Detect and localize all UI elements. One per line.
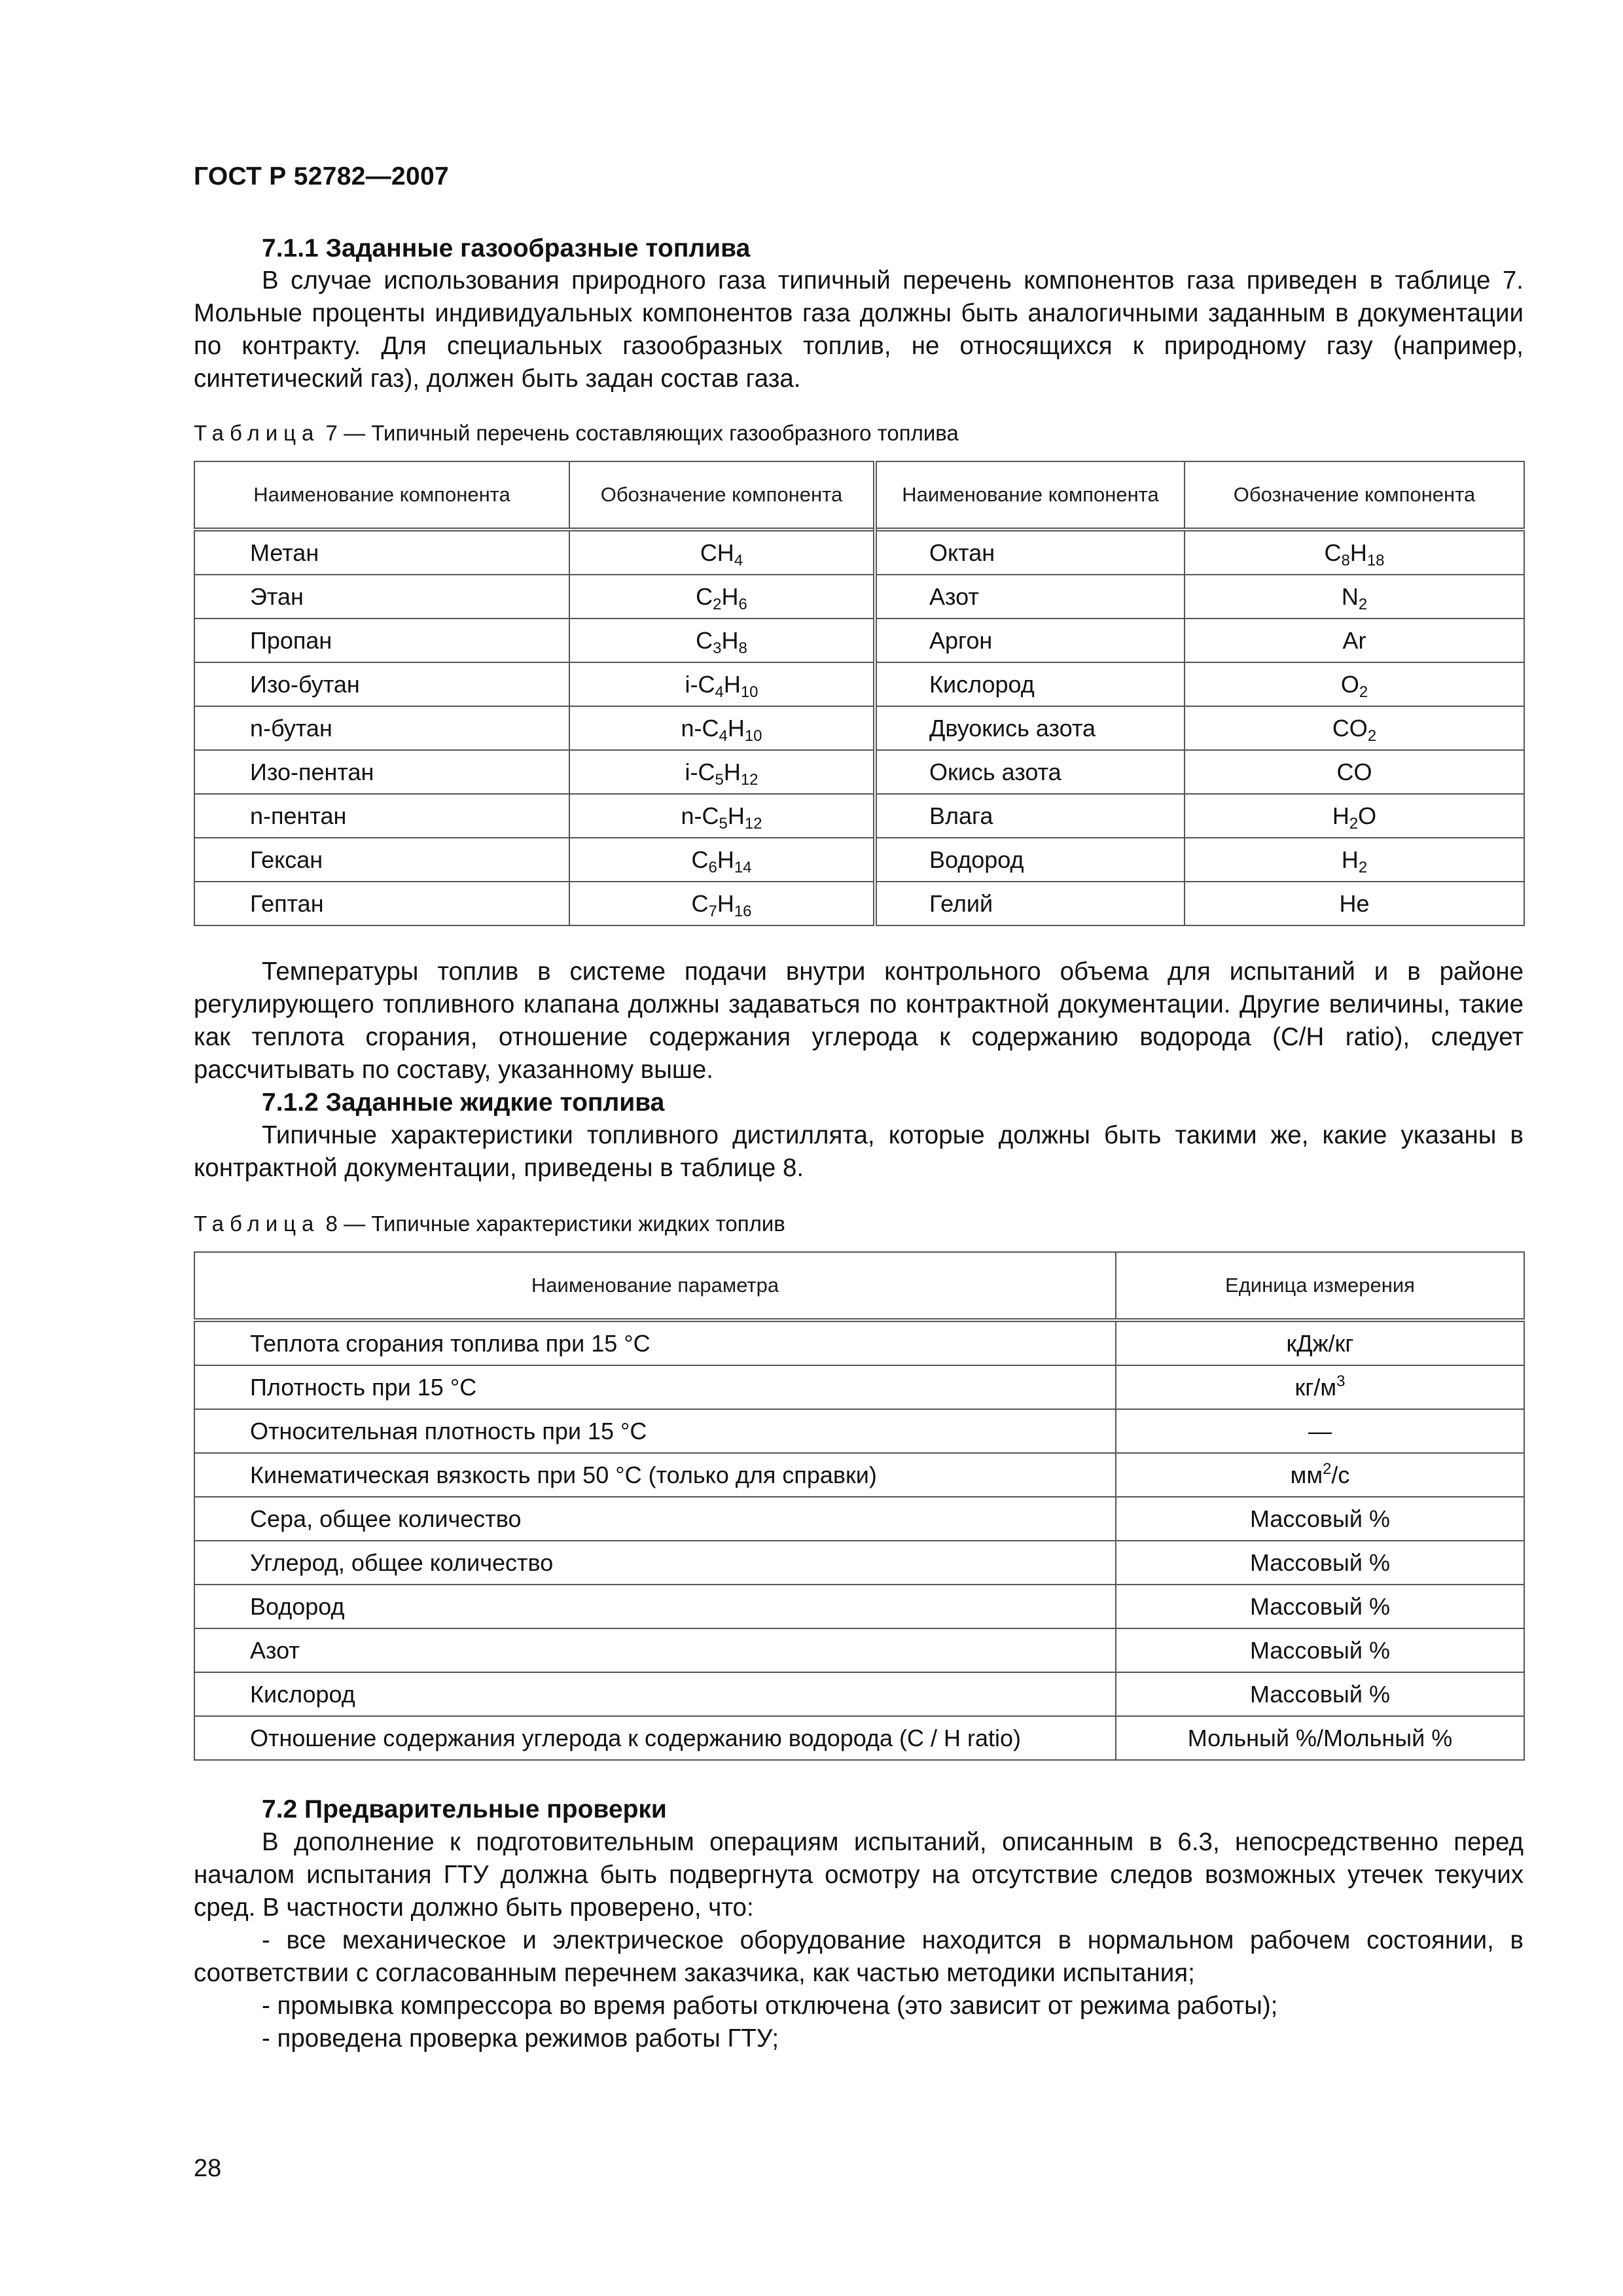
formula-text: He	[1339, 889, 1370, 917]
standard-code: ГОСТ Р 52782—2007	[194, 162, 449, 190]
formula-index: 2	[1367, 726, 1377, 745]
component-name: Гептан	[194, 882, 569, 925]
table-8	[194, 1251, 1525, 1761]
component-name: Водород	[875, 838, 1185, 882]
formula-index: 12	[740, 770, 758, 789]
formula-text: кг/м	[1294, 1373, 1337, 1401]
formula-text: CH	[700, 539, 734, 566]
formula-text: Массовый %	[1250, 1680, 1390, 1708]
component-name: Окись азота	[875, 750, 1185, 794]
formula-index: 18	[1366, 551, 1385, 569]
formula-text: H	[1332, 802, 1349, 829]
component-name: Пропан	[194, 619, 569, 662]
formula-text: H	[717, 889, 734, 917]
formula-index: 6	[738, 595, 747, 613]
component-formula	[1185, 838, 1524, 882]
parameter-name: Азот	[194, 1628, 1116, 1672]
formula-index: 8	[1341, 551, 1350, 569]
formula-text: n-C	[681, 714, 719, 742]
table-8-row	[194, 1672, 1524, 1716]
formula-index: 5	[719, 814, 728, 833]
parameter-unit	[1116, 1541, 1524, 1585]
section-7-1-1-paragraph: В случае использования природного газа типичный перечень компонентов газа приведен в таблице 7. Мольные проценты индивидуальных компонентов газа должны быть аналогичными заданным в документации по контракту. Для специальных газообразных топлив, не относящихся к природному газу (например, синтетический газ), должен быть задан состав газа.	[194, 266, 1524, 393]
formula-index: 7	[708, 902, 717, 920]
temperature-paragraph: Температуры топлив в системе подачи внутри контрольного объема для испытаний и в районе регулирующего топливного клапана должны задаваться по контрактной документации. Другие величины, такие как теплота сгорания, отношение содержания углерода к содержанию водорода (C/H ratio), следует рассчитывать по составу, указанному выше.	[194, 958, 1524, 1084]
formula-text: H	[1341, 846, 1359, 873]
check-bullet-1: - все механическое и электрическое оборудование находится в нормальном рабочем состоянии, в соответствии с согласованным перечнем заказчика, как частью методики испытания;	[194, 1926, 1524, 1987]
component-name: Метан	[194, 529, 569, 575]
parameter-unit	[1116, 1365, 1524, 1409]
table-8-row	[194, 1320, 1524, 1365]
table-7-row	[194, 575, 1524, 619]
parameter-name: Плотность при 15 °C	[194, 1365, 1116, 1409]
table-8-row	[194, 1541, 1524, 1585]
parameter-unit	[1116, 1453, 1524, 1497]
table-7-row	[194, 529, 1524, 575]
component-name: Гелий	[875, 882, 1185, 925]
table-7-caption-text: 7 — Типичный перечень составляющих газообразного топлива	[319, 421, 959, 445]
formula-index: 2	[1323, 1460, 1332, 1478]
component-name: Аргон	[875, 619, 1185, 662]
section-7-2-heading: 7.2 Предварительные проверки	[262, 1795, 667, 1823]
section-7-1-1-heading: 7.1.1 Заданные газообразные топлива	[262, 234, 751, 262]
formula-text: H	[717, 846, 734, 873]
formula-text: H	[723, 758, 741, 785]
formula-index: 2	[1358, 858, 1368, 876]
table-7-row	[194, 838, 1524, 882]
component-formula	[569, 750, 875, 794]
section-7-1-2-paragraph: Типичные характеристики топливного дистиллята, которые должны быть такими же, какие указаны в контрактной документации, приведены в таблице 8.	[194, 1121, 1524, 1182]
parameter-name: Теплота сгорания топлива при 15 °C	[194, 1320, 1116, 1365]
table-7-header-name-2: Наименование компонента	[875, 461, 1185, 529]
check-bullet-2: - промывка компрессора во время работы отключена (это зависит от режима работы);	[262, 1992, 1278, 2020]
parameter-name: Водород	[194, 1585, 1116, 1628]
table-7-header-row	[194, 461, 1524, 529]
component-formula	[569, 662, 875, 706]
page-number: 28	[194, 2155, 222, 2182]
component-name: n-бутан	[194, 706, 569, 750]
formula-text: Массовый %	[1250, 1636, 1390, 1664]
formula-index: 14	[734, 858, 752, 876]
component-formula	[1185, 575, 1524, 619]
component-name: n-пентан	[194, 794, 569, 838]
formula-text: Мольный %/Мольный %	[1187, 1724, 1453, 1751]
section-7-2-paragraph: В дополнение к подготовительным операциям испытаний, описанным в 6.3, непосредственно перед началом испытания ГТУ должна быть подвергнута осмотру на отсутствие следов возможных утечек текучих сред. В частности должно быть проверено, что:	[194, 1828, 1524, 1922]
formula-text: Массовый %	[1250, 1592, 1390, 1620]
table-8-header-parameter: Наименование параметра	[194, 1252, 1116, 1320]
formula-text: C	[691, 889, 709, 917]
formula-text: Ar	[1342, 626, 1366, 654]
parameter-unit	[1116, 1672, 1524, 1716]
formula-index: 4	[719, 726, 728, 745]
formula-text: H	[721, 626, 739, 654]
formula-text: N	[1341, 583, 1359, 610]
table-8-caption-text: 8 — Типичные характеристики жидких топлив	[319, 1211, 785, 1236]
component-formula	[1185, 750, 1524, 794]
formula-index: 10	[744, 726, 762, 745]
table-8-header-row	[194, 1252, 1524, 1320]
formula-index: 4	[715, 683, 724, 701]
table-8-row	[194, 1716, 1524, 1760]
component-name: Этан	[194, 575, 569, 619]
section-7-1-2-heading: 7.1.2 Заданные жидкие топлива	[262, 1088, 665, 1117]
component-formula	[1185, 529, 1524, 575]
table-7-row	[194, 619, 1524, 662]
formula-text: CO	[1332, 714, 1368, 742]
parameter-unit	[1116, 1716, 1524, 1760]
component-name: Гексан	[194, 838, 569, 882]
formula-index: 16	[734, 902, 752, 920]
component-formula	[569, 882, 875, 925]
table-7-caption-word: Таблица	[194, 421, 320, 445]
table-7-row	[194, 882, 1524, 925]
component-formula	[569, 838, 875, 882]
formula-index: 2	[1349, 814, 1359, 833]
parameter-unit	[1116, 1497, 1524, 1541]
formula-index: 10	[740, 683, 758, 701]
formula-index: 5	[715, 770, 724, 789]
component-formula	[569, 706, 875, 750]
table-7-header-formula-1: Обозначение компонента	[569, 461, 875, 529]
formula-text: O	[1340, 670, 1359, 698]
formula-text: мм	[1290, 1461, 1323, 1488]
formula-text: CO	[1336, 758, 1372, 785]
formula-text: —	[1308, 1417, 1332, 1444]
parameter-unit	[1116, 1409, 1524, 1453]
formula-text: /с	[1331, 1461, 1350, 1488]
component-formula	[569, 619, 875, 662]
component-formula	[1185, 619, 1524, 662]
formula-index: 6	[708, 858, 717, 876]
formula-index: 4	[734, 551, 743, 569]
formula-text: кДж/кг	[1286, 1329, 1354, 1357]
formula-index: 2	[1359, 683, 1368, 701]
table-8-row	[194, 1628, 1524, 1672]
table-8-row	[194, 1365, 1524, 1409]
formula-text: O	[1358, 802, 1377, 829]
component-formula	[569, 529, 875, 575]
table-7-header-name-1: Наименование компонента	[194, 461, 569, 529]
table-7-header-formula-2: Обозначение компонента	[1185, 461, 1524, 529]
component-formula	[1185, 662, 1524, 706]
table-8-header-unit: Единица измерения	[1116, 1252, 1524, 1320]
formula-index: 8	[738, 639, 747, 657]
formula-text: Массовый %	[1250, 1549, 1390, 1576]
formula-index: 12	[744, 814, 762, 833]
formula-index: 3	[713, 639, 722, 657]
formula-text: H	[723, 670, 741, 698]
formula-index: 2	[1358, 595, 1368, 613]
component-formula	[569, 794, 875, 838]
component-name: Двуокись азота	[875, 706, 1185, 750]
parameter-unit	[1116, 1320, 1524, 1365]
component-name: Влага	[875, 794, 1185, 838]
table-8-row	[194, 1585, 1524, 1628]
check-bullet-3: - проведена проверка режимов работы ГТУ;	[262, 2024, 779, 2053]
table-7-row	[194, 794, 1524, 838]
table-7-row	[194, 662, 1524, 706]
parameter-name: Кинематическая вязкость при 50 °C (только для справки)	[194, 1453, 1116, 1497]
parameter-name: Кислород	[194, 1672, 1116, 1716]
component-name: Кислород	[875, 662, 1185, 706]
parameter-unit	[1116, 1628, 1524, 1672]
component-name: Октан	[875, 529, 1185, 575]
formula-text: H	[727, 802, 745, 829]
table-8-row	[194, 1453, 1524, 1497]
formula-text: H	[1349, 539, 1367, 566]
table-7-row	[194, 750, 1524, 794]
component-formula	[569, 575, 875, 619]
parameter-name: Сера, общее количество	[194, 1497, 1116, 1541]
table-8-caption	[194, 1210, 785, 1238]
formula-text: n-C	[681, 802, 719, 829]
formula-text: Массовый %	[1250, 1505, 1390, 1532]
component-name: Азот	[875, 575, 1185, 619]
table-7-caption	[194, 419, 959, 448]
table-7-row	[194, 706, 1524, 750]
formula-text: i-C	[685, 670, 715, 698]
table-8-row	[194, 1497, 1524, 1541]
formula-index: 2	[713, 595, 722, 613]
formula-text: i-C	[685, 758, 715, 785]
parameter-unit	[1116, 1585, 1524, 1628]
table-7	[194, 461, 1525, 926]
component-name: Изо-пентан	[194, 750, 569, 794]
parameter-name: Отношение содержания углерода к содержанию водорода (С / Н ratio)	[194, 1716, 1116, 1760]
formula-text: H	[727, 714, 745, 742]
table-8-caption-word: Таблица	[194, 1211, 320, 1236]
table-8-row	[194, 1409, 1524, 1453]
formula-text: C	[1324, 539, 1342, 566]
parameter-name: Относительная плотность при 15 °C	[194, 1409, 1116, 1453]
component-name: Изо-бутан	[194, 662, 569, 706]
component-formula	[1185, 706, 1524, 750]
formula-text: H	[721, 583, 739, 610]
formula-text: C	[691, 846, 709, 873]
formula-text: C	[696, 626, 713, 654]
parameter-name: Углерод, общее количество	[194, 1541, 1116, 1585]
component-formula	[1185, 794, 1524, 838]
formula-text: C	[696, 583, 713, 610]
formula-index: 3	[1336, 1372, 1346, 1390]
component-formula	[1185, 882, 1524, 925]
